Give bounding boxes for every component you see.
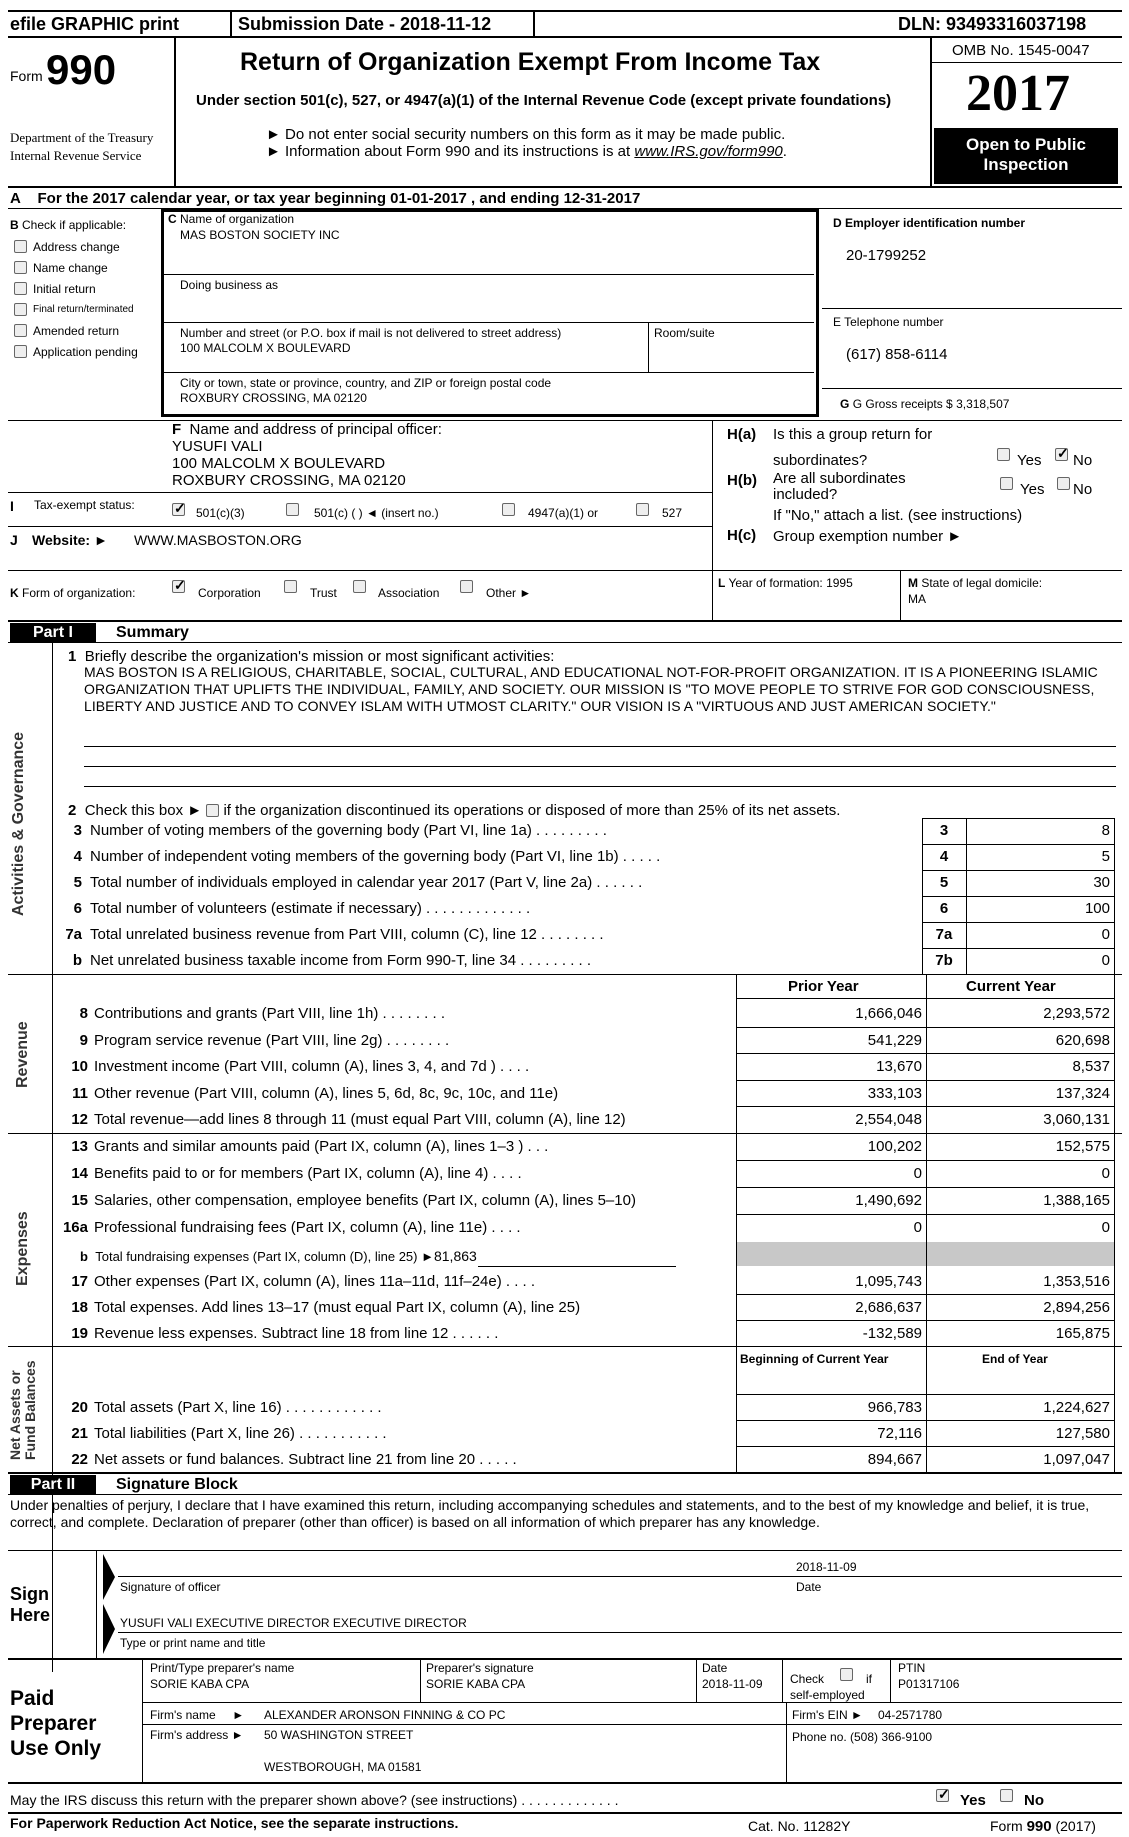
part2-badge: Part II [10,1475,96,1494]
officer-street: 100 MALCOLM X BOULEVARD [172,455,386,472]
info-note: ► Information about Form 990 and its instructions is at www.IRS.gov/form990. [266,143,787,160]
gov-line [58,952,591,969]
expense-row-divider [736,1160,1114,1161]
dept-treasury: Department of the Treasury [10,130,154,145]
gov-line [58,848,660,865]
527-label: 527 [662,506,683,520]
line16b: b Total fundraising expenses (Part IX, column (D), line 25) ►81,863 [80,1248,477,1264]
ha-label: H(a) [727,426,757,443]
net-assets-line [58,1425,387,1442]
net-assets-label: Net Assets or Fund Balances [7,1360,38,1460]
expenses-label: Expenses [14,1211,31,1286]
hc-label: H(c) [727,527,757,544]
irs-form990-link[interactable]: www.IRS.gov/form990 [634,143,783,160]
paid-preparer-title: Paid Preparer Use Only [10,1687,102,1760]
revenue-line-text: Other revenue (Part VIII, column (A), lines 5, 6d, 8c, 9c, 10c, and 11e) [94,1084,559,1102]
expense-total-prior-value: 2,686,637 [855,1299,922,1316]
ha-text1: Is this a group return for [773,426,933,443]
preparer-name-label: Print/Type preparer's name [150,1661,295,1675]
firm-address2: WESTBOROUGH, MA 01581 [264,1760,422,1774]
gov-line-number: 5 [73,874,82,891]
preparer-sig: SORIE KABA CPA [426,1677,526,1691]
net-assets-row-divider [736,1420,1114,1421]
hb-label: H(b) [727,472,757,489]
tax-exempt-label: Tax-exempt status: [34,498,135,512]
form-title: Return of Organization Exempt From Income Tax [240,48,821,76]
address-change-label: Address change [33,240,120,254]
net-assets-prior-value: 966,783 [867,1399,922,1416]
mission-text: MAS BOSTON IS A RELIGIOUS, CHARITABLE, SOCIAL, CULTURAL, AND EDUCATIONAL NOT-FOR-PROFIT ORGANIZATION. IT IS A PIONEERING ISLAMIC ORGANIZATION THAT UPLIFTS THE INDIVIDUAL, FAMILY, AND SOCIETY. OUR MISSION IS "TO MOVE PEOPLE TO STRIVE FOR GOD CONSCIOUSNESS, LIBERTY AND JUSTICE AND TO CONVEY ISLAM WITH UTMOST CLARITY." OUR VISION IS A "VIRTUOUS AND JUST AMERICAN SOCIETY." [84,664,1098,714]
section-j-label: J [10,532,18,548]
firm-address-label: Firm's address ► [150,1728,244,1742]
gov-line-number: 4 [73,848,82,865]
activities-governance-label: Activities & Governance [10,731,27,916]
gov-line-value: 5 [1101,848,1110,865]
expense-current-value: 152,575 [1055,1138,1110,1155]
sign-date-value: 2018-11-09 [796,1560,857,1574]
corporation-label: Corporation [198,586,261,600]
revenue-prior-value: 333,103 [867,1084,922,1102]
expense-total-current-value: 2,894,256 [1043,1299,1110,1316]
expense-line-number: 13 [71,1138,88,1155]
preparer-date: 2018-11-09 [702,1677,763,1691]
city-value: ROXBURY CROSSING, MA 02120 [180,391,367,405]
expense-prior-value: 0 [913,1165,922,1182]
hb-text1: Are all subordinates [773,470,906,487]
gov-line-text: Number of voting members of the governing body (Part VI, line 1a) . . . . . . . . . [90,822,607,839]
firm-phone: (508) 366-9100 [850,1730,933,1744]
state-domicile-label: M State of legal domicile: [908,576,1043,590]
firm-phone-label: Phone no. [792,1730,847,1744]
hb-yes-checkbox[interactable] [1000,477,1013,490]
form-footer: Form 990 (2017) [990,1818,1096,1835]
net-assets-current-value: 1,224,627 [1043,1399,1110,1416]
discuss-yes-label: Yes [960,1792,986,1809]
revenue-line-number: 8 [79,1005,88,1022]
expense-line-number: 15 [71,1192,88,1209]
gov-line [58,900,530,917]
revenue-line-text: Total revenue—add lines 8 through 11 (must equal Part VIII, column (A), line 12) [94,1111,626,1129]
expense-line [58,1138,548,1155]
col-begin-year: Beginning of Current Year [740,1352,889,1366]
net-assets-line [58,1399,382,1416]
form-number: 990 [46,46,117,93]
expense-total-row-divider [736,1294,1114,1295]
expense-line-text: Grants and similar amounts paid (Part IX, column (A), lines 1–3 ) . . . [94,1138,549,1155]
expense-current-value: 1,388,165 [1043,1192,1110,1209]
room-label: Room/suite [654,326,715,340]
revenue-current-value: 620,698 [1055,1031,1110,1049]
street-value: 100 MALCOLM X BOULEVARD [180,341,351,355]
initial-return-label: Initial return [33,282,96,296]
expense-current-value: 0 [1101,1165,1110,1182]
gov-line-number: 3 [73,822,82,839]
net-assets-prior-value: 894,667 [867,1451,922,1468]
revenue-row-divider [736,1080,1114,1081]
revenue-current-value: 2,293,572 [1043,1005,1110,1022]
firm-name-label: Firm's name ► [150,1708,245,1722]
revenue-line [58,1111,626,1128]
revenue-label: Revenue [14,1021,31,1088]
gov-line-number: 7a [65,926,82,943]
discuss-yes-checkbox[interactable] [936,1789,949,1802]
sign-here: Sign Here [10,1584,51,1625]
4947-checkbox[interactable] [502,503,515,516]
revenue-current-value: 137,324 [1055,1084,1110,1102]
section-b-title: B Check if applicable: [10,218,127,232]
website-value[interactable]: WWW.MASBOSTON.ORG [134,532,302,548]
dba-label: Doing business as [180,278,279,292]
firm-ein: 04-2571780 [878,1708,943,1722]
gov-line-text: Net unrelated business taxable income from Form 990-T, line 34 . . . . . . . . . [90,952,592,969]
ha-no-label: No [1073,452,1093,469]
gov-line-box: 4 [939,848,949,865]
revenue-prior-value: 2,554,048 [855,1111,922,1129]
self-employed-label: self-employed [790,1688,865,1702]
net-assets-prior-value: 72,116 [877,1425,922,1442]
revenue-line-number: 9 [79,1031,88,1049]
firm-ein-label: Firm's EIN ► [792,1708,863,1722]
gov-line-text: Total number of volunteers (estimate if necessary) . . . . . . . . . . . . . [90,900,531,917]
tax-year: 2017 [966,65,1070,122]
gov-row-divider [922,896,1114,897]
if-label: if [866,1672,872,1686]
paperwork-notice: For Paperwork Reduction Act Notice, see the separate instructions. [10,1815,459,1831]
revenue-line-text: Program service revenue (Part VIII, line 2g) . . . . . . . . [94,1031,450,1049]
officer-city: ROXBURY CROSSING, MA 02120 [172,472,406,489]
expense-total-line-number: 17 [71,1273,88,1290]
net-assets-line-number: 21 [71,1425,88,1442]
expense-total-line-number: 18 [71,1299,88,1316]
amended-return-checkbox[interactable] [14,324,27,337]
ptin-label: PTIN [898,1661,926,1675]
revenue-line [58,1085,558,1102]
discuss-no-checkbox[interactable] [1000,1789,1013,1802]
gov-line-box: 7a [935,926,953,943]
ptin-value: P01317106 [898,1677,960,1691]
expense-line-text: Salaries, other compensation, employee benefits (Part IX, column (A), lines 5–10) [94,1192,636,1209]
sign-arrow-1 [103,1554,115,1600]
expense-total-line-text: Revenue less expenses. Subtract line 18 from line 12 . . . . . . [94,1325,499,1342]
expense-total-row-divider [736,1320,1114,1321]
expense-current-value: 0 [1101,1219,1110,1236]
line1-label: 1 Briefly describe the organization's mission or most significant activities: [68,648,555,665]
expense-prior-value: 1,490,692 [855,1192,922,1209]
form-of-org-label: K Form of organization: [10,586,136,600]
expense-row-divider [736,1214,1114,1215]
expense-total-line-text: Other expenses (Part IX, column (A), lines 11a–11d, 11f–24e) . . . . [94,1273,536,1290]
expense-prior-value: 100,202 [867,1138,922,1155]
expense-total-line [58,1299,580,1316]
gov-line-box: 3 [939,822,949,839]
revenue-line-number: 12 [71,1111,88,1129]
expense-line [58,1219,521,1236]
hb-no-checkbox[interactable] [1057,477,1070,490]
ssn-note: ► Do not enter social security numbers on this form as it may be made public. [266,126,786,143]
gov-line-text: Total number of individuals employed in calendar year 2017 (Part V, line 2a) . . . . . . [90,874,643,891]
section-i-label: I [10,498,14,514]
firm-address1: 50 WASHINGTON STREET [264,1728,414,1742]
officer-name: YUSUFI VALI [172,438,263,455]
discuss-question: May the IRS discuss this return with the preparer shown above? (see instructions) . . . . . . . . . . . . . [10,1792,619,1808]
omb-number: OMB No. 1545-0047 [952,42,1090,59]
expense-total-line-number: 19 [71,1325,88,1342]
gov-line-value: 8 [1101,822,1110,839]
application-pending-checkbox[interactable] [14,345,27,358]
line-a: A For the 2017 calendar year, or tax year beginning 01-01-2017 , and ending 12-31-2017 [10,190,641,207]
line16b-gray-prior [737,1242,926,1266]
expense-total-current-value: 165,875 [1055,1325,1110,1342]
ein-value: 20-1799252 [846,247,927,264]
gov-line-value: 0 [1101,952,1110,969]
expense-total-prior-value: -132,589 [862,1325,922,1342]
sign-arrow-2 [103,1604,115,1654]
org-name: MAS BOSTON SOCIETY INC [180,228,340,242]
net-assets-line-text: Total assets (Part X, line 16) . . . . . . . . . . . . [94,1399,382,1416]
other-org-checkbox[interactable] [460,580,473,593]
revenue-line-number: 10 [71,1058,88,1076]
gov-line-box: 5 [939,874,949,891]
revenue-line-text: Investment income (Part VIII, column (A), lines 3, 4, and 7d ) . . . . [94,1058,530,1076]
expense-total-line [58,1273,535,1290]
expense-line-text: Benefits paid to or for members (Part IX, column (A), line 4) . . . . [94,1165,522,1182]
dln: DLN: 93493316037198 [898,14,1087,34]
perjury-statement: Under penalties of perjury, I declare that I have examined this return, including accompanying schedules and statements, and to the best of my knowledge and belief, it is true, correct, and complete. Declaration of preparer (other than officer) is based on all information of which preparer has any knowledge. [10,1497,1090,1530]
gov-line-value: 100 [1084,900,1110,917]
phone-value: (617) 858-6114 [846,346,948,363]
city-label: City or town, state or province, country, and ZIP or foreign postal code [180,376,552,390]
line16b-gray-current [927,1242,1114,1266]
check-label: Check [790,1672,825,1686]
gov-line-text: Total unrelated business revenue from Part VIII, column (C), line 12 . . . . . . . . [90,926,604,943]
net-assets-line-text: Net assets or fund balances. Subtract line 21 from line 20 . . . . . [94,1451,517,1468]
ein-label: D Employer identification number [833,216,1026,230]
website-label: Website: ► [32,532,108,548]
other-org-label: Other ► [486,586,532,600]
gov-line-value: 30 [1093,874,1110,891]
type-name-label: Type or print name and title [120,1636,266,1650]
open-public-badge: Open to Public Inspection [934,128,1118,184]
gov-line-box: 7b [935,952,953,969]
revenue-line-text: Contributions and grants (Part VIII, line 1h) . . . . . . . . [94,1005,445,1022]
hb-text2: included? [773,486,838,503]
revenue-prior-value: 541,229 [867,1031,922,1049]
revenue-current-value: 8,537 [1072,1058,1110,1076]
gov-line-text: Number of independent voting members of the governing body (Part VI, line 1b) . . . . . [90,848,661,865]
hc-text: Group exemption number ► [773,528,963,545]
self-employed-checkbox[interactable] [840,1668,853,1681]
expense-line-text: Professional fundraising fees (Part IX, column (A), line 11e) . . . . [94,1219,521,1236]
firm-name: ALEXANDER ARONSON FINNING & CO PC [264,1708,506,1722]
gov-row-divider [922,922,1114,923]
gov-row-divider [922,870,1114,871]
ha-text2: subordinates? [773,452,868,469]
527-checkbox[interactable] [636,503,649,516]
line2: 2 Check this box ► if the organization discontinued its operations or disposed of more than 25% of its net assets. [68,802,841,819]
association-label: Association [378,586,440,600]
revenue-prior-value: 1,666,046 [855,1005,922,1022]
gov-row-divider [922,818,1114,819]
discontinued-checkbox[interactable] [206,804,219,817]
gov-line [58,926,604,943]
phone-label: E Telephone number [833,315,944,329]
final-return-label: Final return/terminated [33,304,134,315]
part1-title: Summary [116,624,189,641]
revenue-line [58,1005,445,1022]
state-domicile-value: MA [908,592,926,606]
revenue-line [58,1032,449,1049]
final-return-checkbox[interactable] [14,303,27,316]
cat-number: Cat. No. 11282Y [748,1818,851,1834]
form-subtitle: Under section 501(c), 527, or 4947(a)(1) of the Internal Revenue Code (except private foundations) [196,92,892,109]
part1-badge: Part I [10,623,96,642]
col-prior-year: Prior Year [788,978,859,995]
501c-checkbox[interactable] [286,503,299,516]
ha-yes-label: Yes [1017,452,1042,469]
gov-row-divider [922,948,1114,949]
revenue-row-divider [736,1053,1114,1054]
officer-name-title: YUSUFI VALI EXECUTIVE DIRECTOR EXECUTIVE DIRECTOR [120,1616,467,1630]
expense-line-number: 14 [71,1165,88,1182]
net-assets-current-value: 127,580 [1055,1425,1110,1442]
revenue-line-number: 11 [72,1084,88,1102]
hb-no-label: No [1073,481,1093,498]
application-pending-label: Application pending [33,345,138,359]
gross-receipts: G G Gross receipts $ 3,318,507 [840,397,1010,411]
4947-label: 4947(a)(1) or [528,506,599,520]
net-assets-line-number: 20 [71,1399,88,1416]
irs-label: Internal Revenue Service [10,148,142,163]
trust-label: Trust [310,586,337,600]
ha-yes-checkbox[interactable] [997,448,1010,461]
name-change-label: Name change [33,261,108,275]
org-name-label: C Name of organization [168,212,295,226]
revenue-row-divider [736,1027,1114,1028]
expense-line [58,1165,522,1182]
revenue-current-value: 3,060,131 [1043,1111,1110,1129]
net-assets-row-divider [736,1446,1114,1447]
expense-line-number: 16a [62,1219,88,1236]
sig-date-label: Date [796,1580,822,1594]
501c3-label: 501(c)(3) [196,506,245,520]
association-checkbox[interactable] [353,580,366,593]
corporation-checkbox[interactable] [172,580,185,593]
form-label: Form [10,68,43,84]
501c-label: 501(c) ( ) ◄ (insert no.) [314,506,439,520]
gov-line [58,874,642,891]
501c3-checkbox[interactable] [172,503,185,516]
expense-total-current-value: 1,353,516 [1043,1273,1110,1290]
preparer-name: SORIE KABA CPA [150,1677,250,1691]
gov-line-number: 6 [73,900,82,917]
efile-label: efile GRAPHIC print [10,14,180,34]
expense-total-line-text: Total expenses. Add lines 13–17 (must equal Part IX, column (A), line 25) [94,1299,581,1316]
hb-note: If "No," attach a list. (see instructions) [773,507,1023,524]
gov-line [58,822,607,839]
expense-total-prior-value: 1,095,743 [855,1273,922,1290]
revenue-line [58,1058,529,1075]
expense-row-divider [736,1187,1114,1188]
revenue-prior-value: 13,670 [876,1058,922,1076]
expense-total-line [58,1325,498,1342]
part2-title: Signature Block [116,1476,238,1493]
col-end-year: End of Year [982,1352,1048,1366]
name-change-checkbox[interactable] [14,261,27,274]
net-assets-line-text: Total liabilities (Part X, line 26) . . . . . . . . . . . [94,1425,387,1442]
net-assets-current-value: 1,097,047 [1043,1451,1110,1468]
initial-return-checkbox[interactable] [14,282,27,295]
address-change-checkbox[interactable] [14,240,27,253]
gov-line-number: b [72,952,82,969]
hb-yes-label: Yes [1020,481,1045,498]
net-assets-line [58,1451,517,1468]
submission-date: Submission Date - 2018-11-12 [238,14,492,34]
net-assets-line-number: 22 [71,1451,88,1468]
amended-return-label: Amended return [33,324,120,338]
sig-officer-label: Signature of officer [120,1580,221,1594]
preparer-sig-label: Preparer's signature [426,1661,534,1675]
ha-no-checkbox[interactable] [1055,448,1068,461]
street-label: Number and street (or P.O. box if mail is not delivered to street address) [180,326,562,340]
year-of-formation: L Year of formation: 1995 [718,576,853,590]
expense-prior-value: 0 [913,1219,922,1236]
preparer-date-label: Date [702,1661,728,1675]
gov-row-divider [922,844,1114,845]
discuss-no-label: No [1024,1792,1044,1809]
col-current-year: Current Year [966,978,1056,995]
revenue-row-divider [736,1106,1114,1107]
expense-line [58,1192,636,1209]
gov-line-value: 0 [1101,926,1110,943]
gov-line-box: 6 [939,900,949,917]
principal-officer-label: F Name and address of principal officer: [172,421,442,438]
trust-checkbox[interactable] [284,580,297,593]
